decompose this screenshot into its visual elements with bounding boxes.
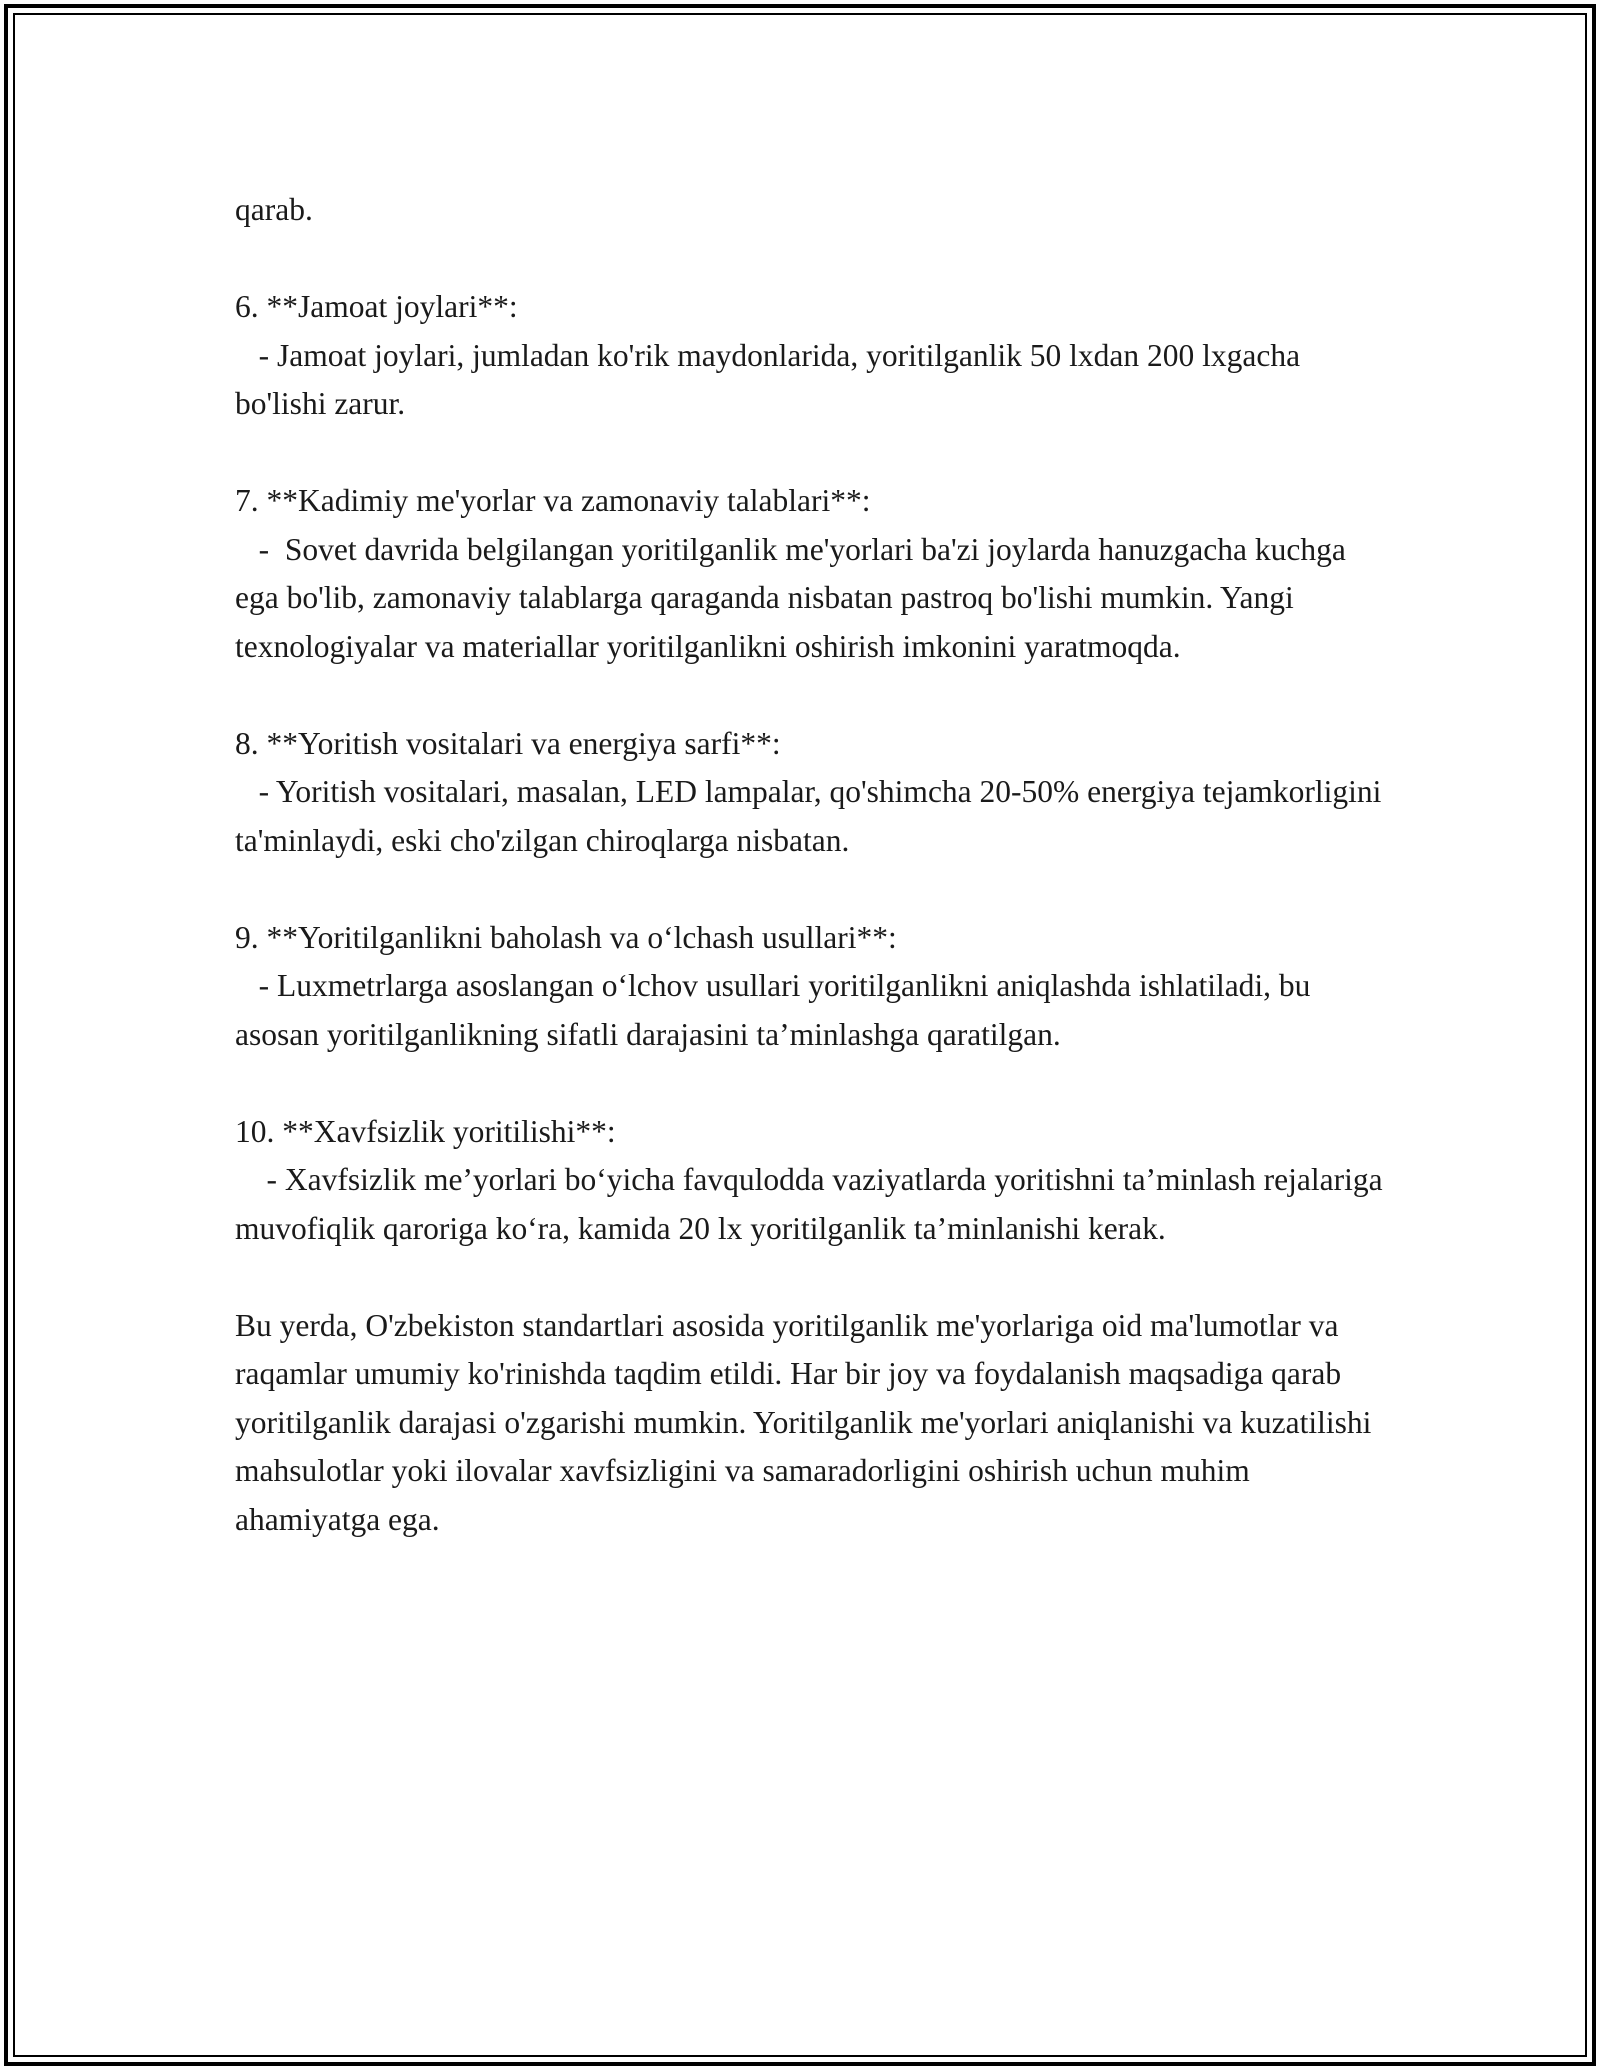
continuation-text: qarab. — [235, 192, 313, 227]
item-body: - Sovet davrida belgilangan yoritilganlik me'yorlari ba'zi joylarda hanuzgacha kuchga ega bo'lib, zamonaviy talablarga qaraganda nisbatan pastroq bo'lishi mumkin. Yangi texnologiyalar va materiallar yoritilganlikni oshirish imkonini yaratmoqda. — [235, 531, 1354, 664]
item-heading: 9. **Yoritilganlikni baholash va o‘lchash usullari**: — [235, 919, 897, 955]
continuation-paragraph — [235, 186, 1385, 235]
conclusion-paragraph — [235, 1302, 1385, 1545]
item-body: - Luxmetrlarga asoslangan o‘lchov usullari yoritilganlikni aniqlashda ishlatiladi, bu asosan yoritilganlikning sifatli darajasini ta’minlashga qaratilgan. — [235, 968, 1319, 1052]
document-body — [235, 186, 1391, 1593]
item-heading: 7. **Kadimiy me'yorlar va zamonaviy talablari**: — [235, 483, 871, 518]
item-body: - Jamoat joylari, jumladan ko'rik maydonlarida, yoritilganlik 50 lxdan 200 lxgacha bo'lishi zarur. — [235, 337, 1308, 421]
item-body: - Xavfsizlik me’yorlari bo‘yicha favqulodda vaziyatlarda yoritishni ta’minlash rejalariga muvofiqlik qaroriga ko‘ra, kamida 20 lx yoritilganlik ta’minlanishi kerak. — [235, 1162, 1391, 1246]
item-heading: 10. **Xavfsizlik yoritilishi**: — [235, 1113, 616, 1149]
list-item-9 — [235, 914, 1385, 1060]
conclusion-text: Bu yerda, O'zbekiston standartlari asosida yoritilganlik me'yorlariga oid ma'lumotlar va raqamlar umumiy ko'rinishda taqdim etildi. Har bir joy va foydalanish maqsadiga qarab yoritilganlik darajasi o'zgarishi mumkin. Yoritilganlik me'yorlari aniqlanishi va kuzatilishi mahsulotlar yoki ilovalar xavfsizligini va samaradorligini oshirish uchun muhim ahamiyatga ega. — [235, 1307, 1380, 1537]
list-item-8 — [235, 720, 1390, 866]
item-heading: 6. **Jamoat joylari**: — [235, 289, 518, 324]
list-item-10 — [235, 1108, 1391, 1254]
list-item-7 — [235, 477, 1385, 671]
item-body: - Yoritish vositalari, masalan, LED lampalar, qo'shimcha 20-50% energiya tejamkorligini ta'minlaydi, eski cho'zilgan chiroqlarga nisbatan. — [235, 774, 1390, 858]
list-item-6 — [235, 283, 1385, 429]
item-heading: 8. **Yoritish vositalari va energiya sarfi**: — [235, 725, 781, 761]
